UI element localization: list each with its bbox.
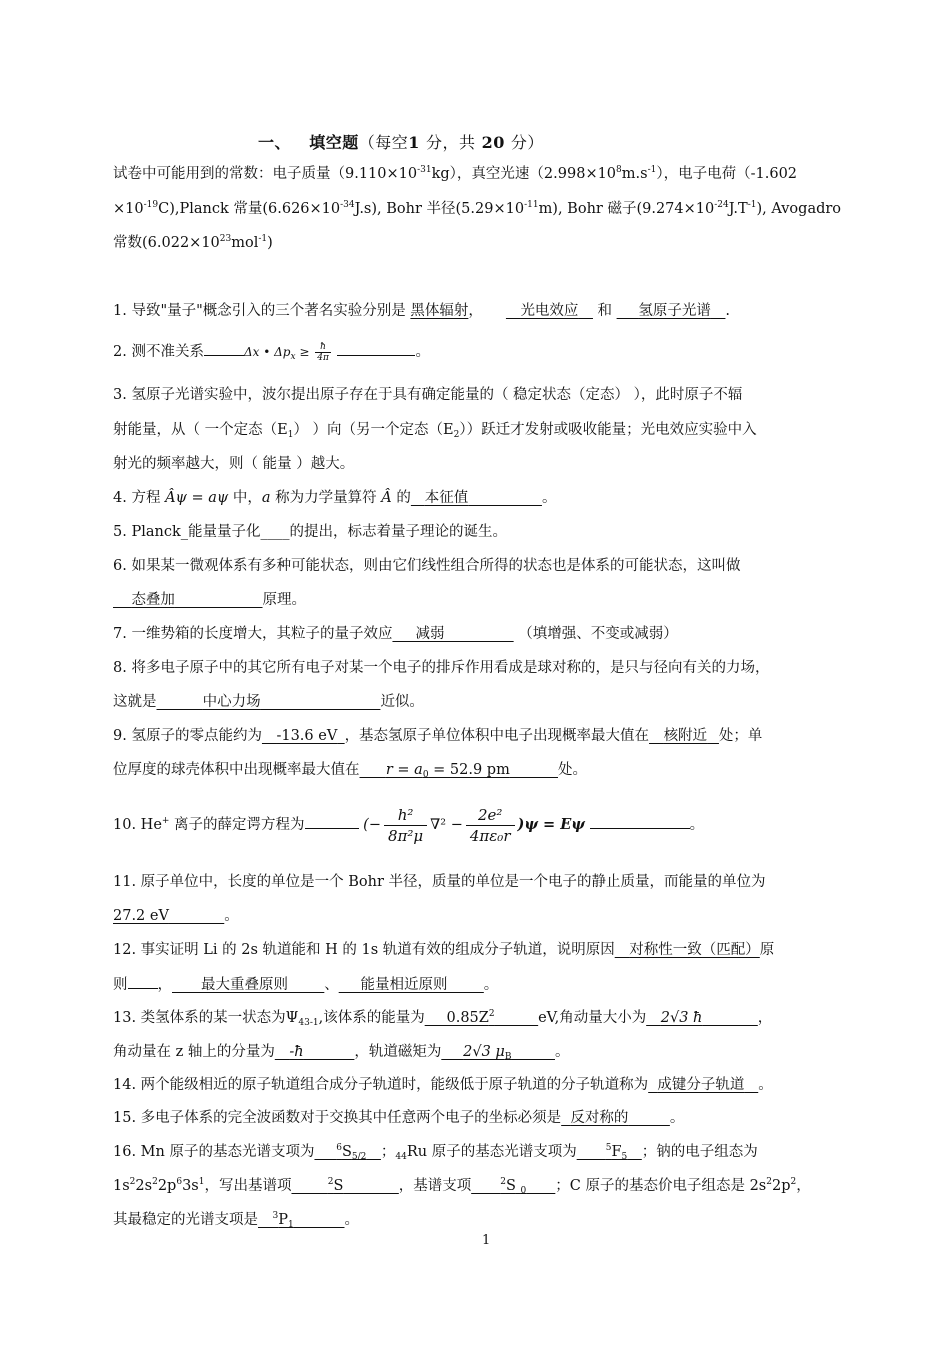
- question-9-line-2: [113, 760, 863, 780]
- question-9-line-1: [113, 726, 863, 746]
- question-text: ，轨道磁矩为: [354, 1044, 442, 1060]
- constants-text: J.T: [728, 201, 748, 217]
- constants-text: 常数(6.022×10: [113, 235, 220, 251]
- question-text: 9. 氢原子的零点能约为: [113, 728, 262, 744]
- question-text: 原: [759, 942, 775, 958]
- answer-blank: ____最大重叠原则_____: [172, 977, 325, 993]
- question-end: 。: [758, 1077, 773, 1093]
- exponent: -1: [647, 165, 657, 175]
- question-text: 离子的薛定谔方程为: [169, 817, 305, 833]
- answer-text: -ħ: [289, 1044, 304, 1060]
- question-text: 12. 事实证明 Li 的 2s 轨道能和 H 的 1s 轨道有效的组成分子轨道，说明原因: [113, 942, 615, 958]
- page-number: 1: [482, 1233, 491, 1248]
- question-text: ，基谱支项: [398, 1178, 472, 1194]
- question-7: [113, 624, 863, 644]
- question-13-line-2: [113, 1042, 863, 1062]
- question-text: 2s: [135, 1178, 153, 1194]
- constants-text: ), Avogadro: [756, 201, 842, 217]
- answer-blank: ___能量相近原则_____: [338, 977, 484, 993]
- question-text: 10. He: [113, 817, 162, 833]
- question-text: ,该体系的能量为: [318, 1010, 425, 1026]
- question-text: ；C 原子的基态价电子组态是 2s: [555, 1178, 767, 1194]
- answer-text: 最大重叠原则: [201, 977, 288, 993]
- question-11-line-1: [113, 872, 863, 892]
- answer-blank: ___ $r = a_0 = 52.9$ pm ______: [359, 762, 558, 780]
- answer-text: 27.2 eV: [113, 908, 169, 924]
- superscript: 1: [198, 1177, 205, 1187]
- answer-blank: [590, 814, 690, 829]
- constants-text: ×10: [113, 201, 144, 217]
- question-12-line-2: [113, 974, 863, 995]
- question-text: 7. 一维势箱的长度增大，其粒子的量子效应: [113, 626, 393, 642]
- answer-blank: $\_\_\_\_^5F_5\_\_$: [576, 1143, 642, 1162]
- superscript: 6: [176, 1177, 183, 1187]
- exponent: -31: [417, 165, 432, 175]
- exponent: 8: [616, 165, 622, 175]
- question-end: 。: [669, 1110, 685, 1126]
- answer-blank: $\_\_^3P_1\_\_\_\_\_\_\_$: [258, 1211, 345, 1230]
- formula: Δx • Δp: [243, 345, 291, 359]
- question-text: 中，: [228, 490, 262, 506]
- answer-text: -13.6 eV: [276, 728, 338, 744]
- answer-blank: __核附近 _: [649, 728, 719, 744]
- exponent: -34: [340, 200, 355, 210]
- question-5: [113, 522, 863, 542]
- question-13-line-1: [113, 1008, 863, 1028]
- question-end: 近似。: [380, 694, 424, 710]
- answer-text: 减弱: [415, 626, 445, 642]
- answer-blank: [392, 626, 513, 642]
- exponent: -11: [524, 200, 539, 210]
- question-text: 8. 将多电子原子中的其它所有电子对某一个电子的排斥作用看成是球对称的，是只与径向有关的力场，: [113, 660, 770, 676]
- question-text: 射能量，从（ 一个定态（E: [113, 422, 288, 438]
- superscript: 2: [488, 1009, 495, 1019]
- answer-text: = 52.9 pm: [428, 762, 510, 778]
- question-text: 2p: [771, 1178, 791, 1194]
- question-text: ，: [796, 1178, 811, 1194]
- superscript: 2: [500, 1177, 506, 1187]
- answer-text: 本征值: [424, 490, 469, 506]
- constants-text: 试卷中可能用到的常数：电子质量（9.110×10: [113, 166, 418, 182]
- answer-text: 2√3 ħ: [660, 1010, 703, 1026]
- question-6-line-1: [113, 556, 863, 576]
- question-text: 和: [597, 303, 613, 319]
- formula-op: ≥: [295, 345, 314, 359]
- constants-line-2: [113, 199, 863, 219]
- question-text: 2. 测不准关系: [113, 344, 204, 360]
- answer-blank: $\_\_\_^6S_{5/2}\_\_$: [314, 1143, 381, 1162]
- question-text: ，: [757, 1010, 773, 1026]
- question-16-line-2: [113, 1176, 863, 1196]
- section-paren-end: 分）: [510, 133, 544, 152]
- question-text: 1. 导致"量子"概念引入的三个著名实验分别是: [113, 303, 406, 319]
- question-2: [113, 341, 863, 363]
- question-15: [113, 1108, 863, 1128]
- question-end: 。: [415, 344, 430, 360]
- answer-text: 核附近: [663, 728, 708, 744]
- subscript: 5/2: [351, 1152, 367, 1162]
- question-text: 射光的频率越大，则（ 能量 ）越大。: [113, 456, 355, 472]
- answer-text: P: [278, 1212, 288, 1228]
- question-text: 11. 原子单位中，长度的单位是一个 Bohr 半径，质量的单位是一个电子的静止质量，而能量的单位为: [113, 874, 766, 890]
- question-text: eV,角动量大小为: [538, 1010, 647, 1026]
- question-text: 这就是: [113, 694, 157, 710]
- question-16-line-3: [113, 1210, 863, 1230]
- question-text: 称为力学量算符: [270, 490, 382, 506]
- answer-blank: ___氢原子光谱__: [616, 303, 726, 319]
- question-text: 4. 方程: [113, 490, 166, 506]
- answer-text: 0.85Z: [446, 1010, 489, 1026]
- formula: (−: [363, 817, 381, 833]
- subscript: B: [504, 1052, 512, 1062]
- answer-blank: [113, 908, 224, 924]
- question-end: 。: [344, 1212, 359, 1228]
- formula: a: [261, 490, 271, 506]
- question-text: ，写出基谱项: [204, 1178, 292, 1194]
- constants-text: m), Bohr 磁子(9.274×10: [538, 201, 715, 217]
- question-3-line-3: [113, 454, 863, 474]
- question-text: 5. Planck_能量量子化____的提出，标志着量子理论的诞生。: [113, 524, 507, 540]
- answer-blank: ___2√3 $\mu_B\_\_\_\_\_\_$: [441, 1044, 555, 1062]
- constants-line-1: [113, 164, 863, 184]
- answer-blank: __-ħ_______: [274, 1044, 355, 1060]
- answer-text: r = a: [385, 762, 423, 778]
- exponent: 23: [219, 234, 232, 244]
- answer-blank: $\_\_\_0.85Z^2\_\_\_\_\_\_$: [424, 1009, 539, 1026]
- constants-text: ): [267, 235, 273, 251]
- answer-text: 对称性一致（匹配）: [629, 942, 760, 958]
- subscript: 44: [395, 1152, 407, 1162]
- exponent: -24: [714, 200, 729, 210]
- question-text: ））跃迁才发射或吸收能量；光电效应实验中入: [459, 422, 757, 438]
- exponent: -19: [143, 200, 159, 210]
- superscript: 2: [152, 1177, 158, 1187]
- question-1: [113, 301, 863, 321]
- question-text: 处；单: [718, 728, 763, 744]
- question-10: [113, 802, 863, 848]
- question-8-line-2: [113, 692, 863, 712]
- subscript: 5: [621, 1152, 628, 1162]
- answer-blank: [113, 592, 263, 608]
- question-12-line-1: [113, 940, 863, 960]
- fraction-num: ħ: [315, 342, 331, 353]
- question-16-line-1: [113, 1142, 863, 1162]
- question-end: 。: [483, 977, 499, 993]
- answer-text: 光电效应: [520, 303, 579, 319]
- superscript: 2: [790, 1177, 797, 1187]
- question-end: 。: [689, 817, 705, 833]
- separator: 、: [324, 977, 339, 993]
- superscript: 2: [327, 1177, 334, 1187]
- constants-text: J.s), Bohr 半径(5.29×10: [354, 201, 525, 217]
- answer-blank: __-13.6 eV_: [261, 728, 345, 744]
- answer-text: 能量相近原则: [360, 977, 448, 993]
- question-text: 6. 如果某一微观体系有多种可能状态，则由它们线性组合所得的状态也是体系的可能状态，这叫做: [113, 558, 741, 574]
- superscript: 6: [336, 1143, 342, 1153]
- superscript: 2: [129, 1177, 136, 1187]
- constants-text: mol: [231, 235, 259, 251]
- fraction-den: 4πε₀r: [469, 826, 511, 845]
- question-text: 3s: [182, 1178, 199, 1194]
- question-text: 则: [113, 977, 128, 993]
- question-text: 的: [391, 490, 411, 506]
- question-end: 。: [554, 1044, 570, 1060]
- section-paren-mid: 分，共: [425, 133, 476, 152]
- answer-blank: [128, 974, 158, 989]
- fraction: [384, 805, 427, 846]
- subscript: 0: [520, 1186, 527, 1196]
- subscript: 2: [453, 430, 460, 440]
- question-end: 。: [541, 490, 557, 506]
- subscript: x: [290, 352, 296, 362]
- superscript: 2: [766, 1177, 772, 1187]
- question-text: 其最稳定的光谱支项是: [113, 1212, 258, 1228]
- answer-text: S: [333, 1178, 344, 1194]
- question-text: 3. 氢原子光谱实验中，波尔提出原子存在于具有确定能量的（ 稳定状态（定态） ），此时原子不辐: [113, 387, 743, 403]
- answer-text: 2√3 μ: [463, 1044, 505, 1060]
- question-14: [113, 1075, 863, 1095]
- answer-text: 反对称的: [570, 1110, 629, 1126]
- answer-text: F: [611, 1144, 622, 1160]
- answer-text: 成键分子轨道: [657, 1077, 745, 1093]
- answer-blank: [648, 1077, 758, 1093]
- fraction-num: h²: [384, 805, 427, 826]
- separator: ，: [468, 303, 483, 319]
- answer-blank: [561, 1110, 670, 1126]
- question-text: Ru 原子的基态光谱支项为: [406, 1144, 577, 1160]
- question-3-line-2: [113, 420, 863, 440]
- question-8-line-1: [113, 658, 863, 678]
- fraction-num: 2e²: [466, 805, 515, 826]
- section-points-each: 1: [408, 133, 420, 152]
- formula: )ψ = Eψ: [517, 816, 585, 833]
- exponent: -1: [747, 200, 757, 210]
- answer-text: S: [505, 1178, 516, 1194]
- question-text: ；钠的电子组态为: [641, 1144, 758, 1160]
- answer-blank: [204, 341, 244, 356]
- question-4: [113, 488, 863, 508]
- question-text: 2p: [157, 1178, 177, 1194]
- subscript: 0: [422, 770, 429, 780]
- answer-text: 中心力场: [202, 694, 261, 710]
- answer-blank: ____$^2$S $_0$____: [471, 1177, 556, 1196]
- answer-blank: _____$^2$S _______: [291, 1177, 399, 1194]
- answer-blank: [157, 694, 381, 710]
- answer-text: S: [341, 1144, 352, 1160]
- answer-blank: 黑体辐射: [410, 303, 469, 319]
- question-end: 原理。: [262, 592, 307, 608]
- superscript: 5: [605, 1143, 612, 1153]
- answer-blank: __对称性一致（匹配）: [614, 942, 760, 958]
- constants-line-3: [113, 233, 863, 253]
- constants-text: ），电子电荷（-1.602: [656, 166, 798, 182]
- superscript: 3: [272, 1211, 279, 1221]
- subscript: 43-1: [298, 1018, 319, 1028]
- section-paren: （每空: [358, 133, 409, 152]
- question-text: （填增强、不变或减弱）: [518, 626, 678, 642]
- question-text: 1s: [113, 1178, 130, 1194]
- question-text: ，基态氢原子单位体积中电子出现概率最大值在: [344, 728, 650, 744]
- section-points-total: 20: [481, 133, 505, 152]
- constants-text: C),Planck 常量(6.626×10: [158, 201, 341, 217]
- subscript: 1: [288, 1220, 294, 1230]
- formula: Âψ = aψ: [165, 490, 229, 506]
- question-text: 位厚度的球壳体积中出现概率最大值在: [113, 762, 360, 778]
- answer-blank: __2√3 ħ _______: [646, 1010, 758, 1026]
- question-text: 角动量在 z 轴上的分量为: [113, 1044, 275, 1060]
- question-6-line-2: [113, 590, 863, 610]
- answer-blank: __光电效应__: [505, 303, 593, 319]
- superscript: +: [161, 816, 170, 826]
- formula: ∇² −: [430, 817, 463, 833]
- subscript: 1: [287, 430, 294, 440]
- fraction: [466, 805, 515, 846]
- exponent: -1: [258, 234, 268, 244]
- answer-text: 氢原子光谱: [638, 303, 711, 319]
- section-number: 一、: [258, 133, 292, 152]
- question-text: ） ）向（另一个定态（E: [293, 422, 454, 438]
- question-end: .: [725, 303, 731, 319]
- answer-blank: [411, 490, 542, 506]
- fraction-den: 8π²μ: [387, 826, 424, 845]
- question-text: 13. 类氢体系的某一状态为Ψ: [113, 1010, 299, 1026]
- constants-text: kg），真空光速（2.998×10: [431, 166, 617, 182]
- separator: ，: [157, 977, 172, 993]
- fraction: [315, 342, 331, 363]
- formula: Â: [381, 490, 392, 506]
- section-title: [258, 130, 544, 153]
- question-text: 15. 多电子体系的完全波函数对于交换其中任意两个电子的坐标必须是: [113, 1110, 562, 1126]
- constants-text: m.s: [621, 166, 648, 182]
- answer-text: 态叠加: [131, 592, 175, 608]
- question-text: 14. 两个能级相近的原子轨道组合成分子轨道时，能级低于原子轨道的分子轨道称为: [113, 1077, 649, 1093]
- separator: ；: [380, 1144, 396, 1160]
- question-3-line-1: [113, 385, 863, 405]
- question-text: 16. Mn 原子的基态光谱支项为: [113, 1144, 315, 1160]
- answer-blank: [305, 814, 359, 829]
- section-heading: 填空题: [309, 133, 359, 152]
- fraction-den: 4π: [317, 352, 329, 363]
- answer-blank: [337, 341, 415, 356]
- question-11-line-2: [113, 906, 863, 926]
- question-end: 。: [224, 908, 239, 924]
- question-end: 处。: [557, 762, 587, 778]
